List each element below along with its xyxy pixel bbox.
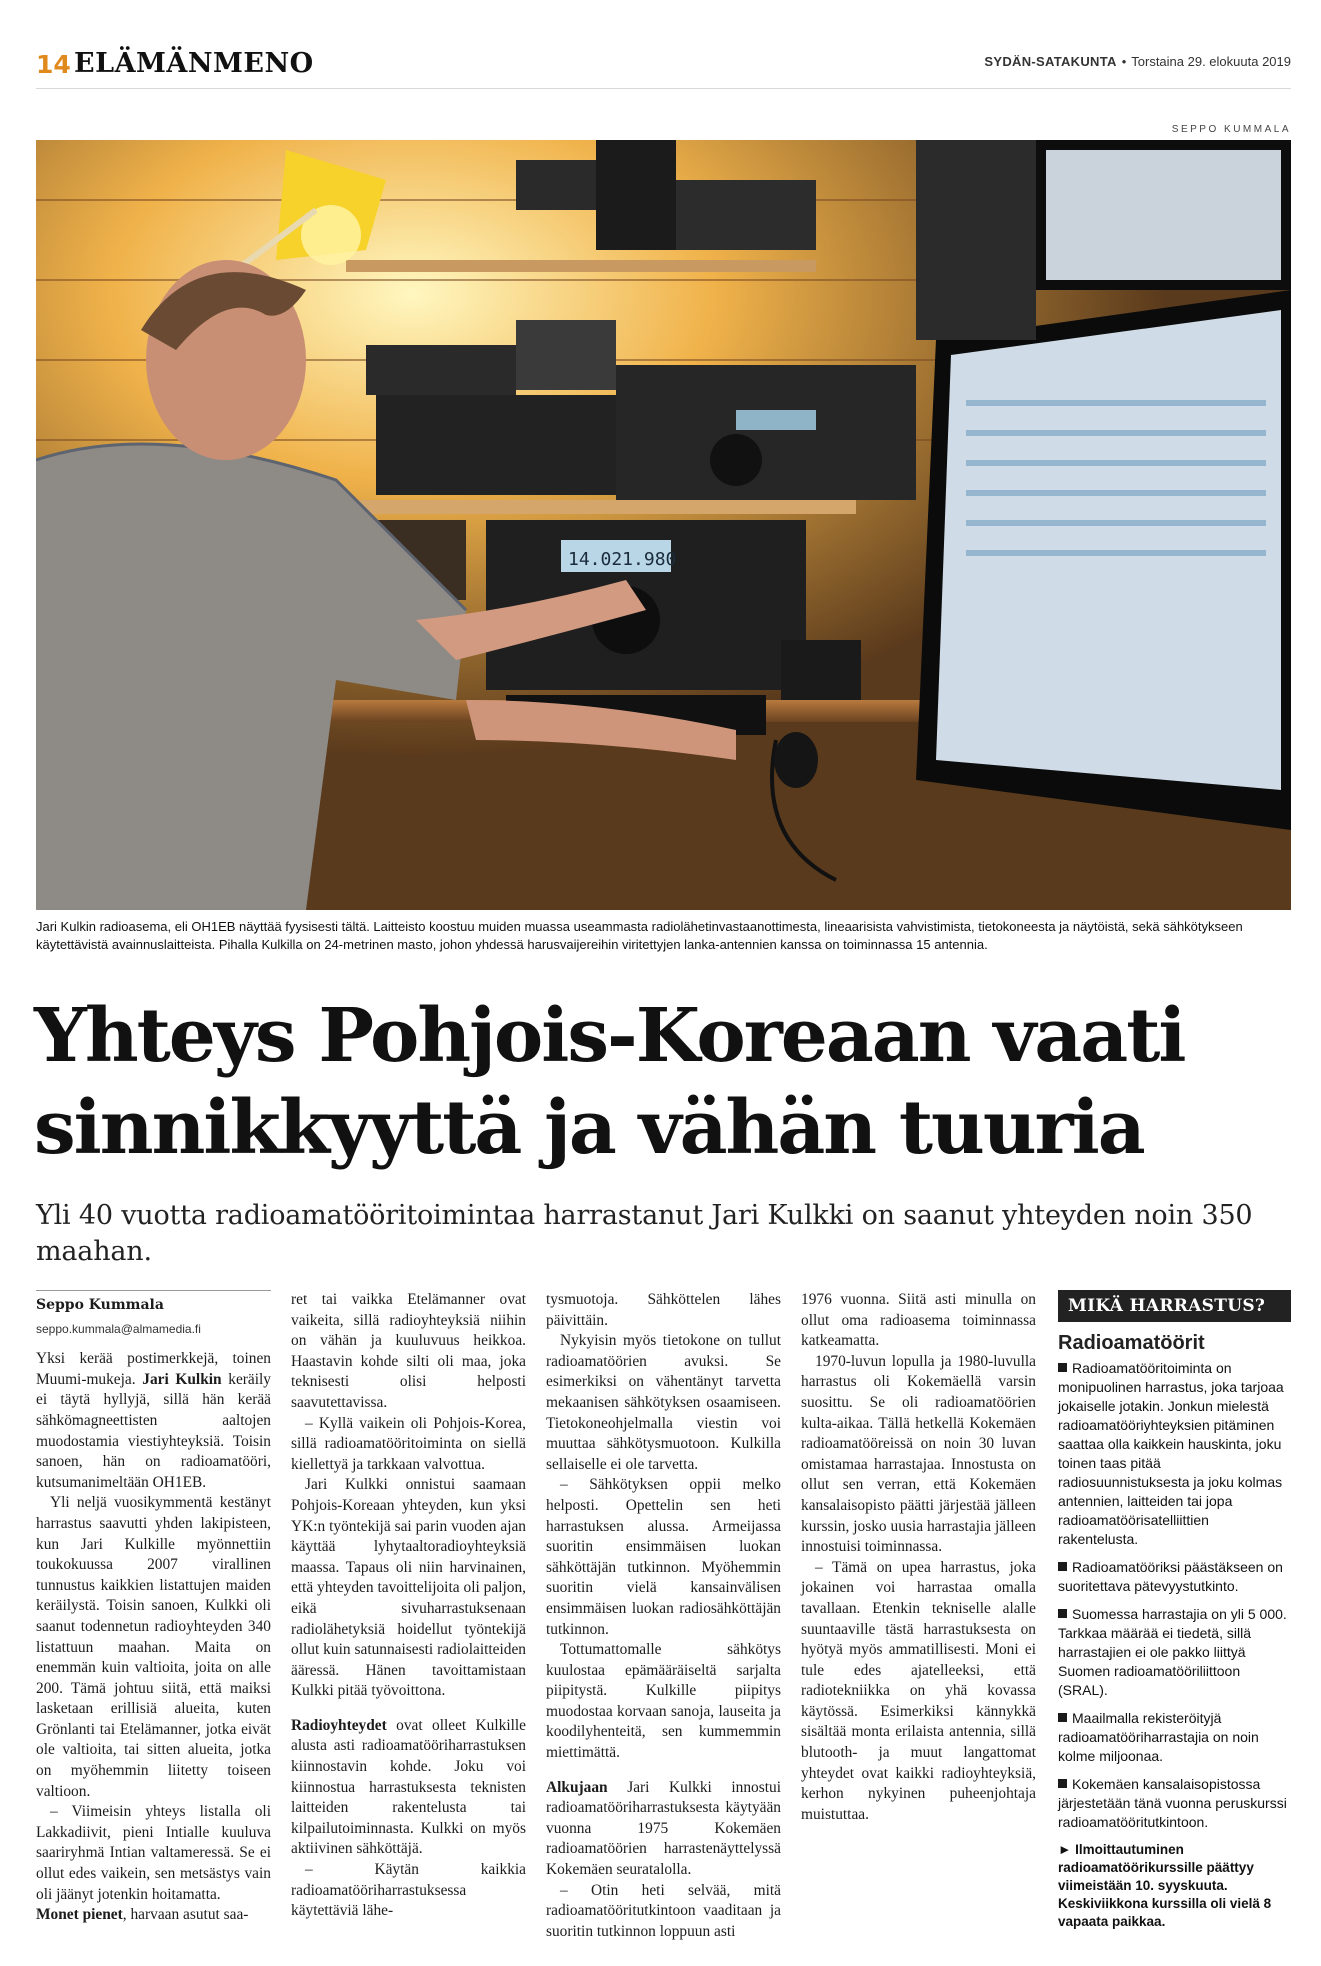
paragraph: Jari Kulkki onnistui saamaan Pohjois-Koreaan yhteyden, kun yksi YK:n työntekijä sai parin vuoden ajan käyttää lyhytaaltoradioyhteyksiä maassa. Tapaus oli niin harvinainen, että yhteyden tavoittelijoita oli paljon, eikä sivuharrastuksenaan radiolähetyksiä hoidellut työntekijä ollut kuin satunnaisesti radiolaitteiden ääressä. Hänen tavoittamistaan Kulkki pitää työvoittona. <box>291 1476 526 1700</box>
factbox-item <box>1058 1359 1291 1549</box>
factbox-item-text: Radioamatööritoiminta on monipuolinen harrastus, joka tarjoaa jokaiselle jotakin. Jonkun mielestä radioamatööriyhteyksien pitäminen saattaa olla kaikkein hauskinta, joku toinen taas pitää radiosuunnistuksesta ja joku kolmas antennien, laitteiden tai jopa radioamatöörisatelliittien rakentelusta. <box>1058 1360 1284 1547</box>
byline-rule <box>36 1290 271 1291</box>
factbox <box>1058 1290 1291 1931</box>
tuner-unit <box>516 160 596 210</box>
factbox-footer-text: Ilmoittautuminen radioamatöörikurssille päättyy viimeistään 10. syyskuuta. Keskiviikkona kurssilla oli vielä 8 vapaata paikkaa. <box>1058 1842 1272 1929</box>
bullet-square-icon <box>1058 1363 1067 1372</box>
text-run: keräily ei täytä hyllyjä, sillä hän kerää sähkömagneettisten aaltojen muodostamia viestiyhteyksiä. Toisin sanoen, hän on radioamatööri, kutsumanimeltään OH1EB. <box>36 1370 271 1491</box>
arrow-right-icon: ► <box>1058 1842 1072 1857</box>
article-column-4 <box>801 1290 1036 1825</box>
bullet-square-icon <box>1058 1609 1067 1618</box>
article-column-1 <box>36 1290 271 1926</box>
paragraph: ret tai vaikka Etelämanner ovat vaikeita, sillä radioyhteyksiä niihin on vähän ja kuuluvuus heikkoa. Haastavin kohde silti oli maa, joka teknisesti olisi helposti saavutettavissa. <box>291 1291 526 1411</box>
page-number: 14 <box>36 50 71 79</box>
bullet-square-icon <box>1058 1713 1067 1722</box>
paper-name: SYDÄN-SATAKUNTA <box>984 54 1117 69</box>
byline-name: Seppo Kummala <box>36 1297 164 1313</box>
factbox-item <box>1058 1709 1291 1766</box>
photo-caption: Jari Kulkin radioasema, eli OH1EB näyttää fyysisesti tältä. Laitteisto koostuu muiden muassa useammasta radiolähetinvastaanottimesta, lineaarisista vahvistimista, tietokoneesta ja näytöistä, sekä sähkötykseen käytettävistä avainnuslaitteista. Pihalla Kulkilla on 24-metrinen masto, johon yhdessä harusvaijereihin viritettyjen lanka-antennien kanssa on toiminnassa 15 antennia. <box>36 919 1243 952</box>
paragraph: – Tämä on upea harrastus, joka jokainen voi harrastaa omalla tavallaan. Etenkin tekniselle alalle suuntaaville tästä harrastuksesta on hyötyä myös ammatillisesti. Moni ei tule edes ajatelleeksi, että radiotekniikka on yhä kovassa käytössä. Esimerkiksi kännykkä sisältää monta erilaista antennia, sillä blutooth- ja muut langattomat yhteydet ovat kaikki radioyhteyksiä, kerhon nykyinen puheenjohtaja muistuttaa. <box>801 1558 1036 1823</box>
bullet-square-icon <box>1058 1562 1067 1571</box>
factbox-item <box>1058 1775 1291 1832</box>
speaker-box <box>596 140 676 250</box>
display-2 <box>736 410 816 430</box>
text-run: , harvaan asutut saa- <box>122 1906 249 1924</box>
paragraph: – Kyllä vaikein oli Pohjois-Korea, sillä radioamatööritoiminta on siellä kiellettyä ja tarkkaan valvottua. <box>291 1414 526 1473</box>
vfo-knob-2 <box>710 434 762 486</box>
paragraph: 1970-luvun lopulla ja 1980-luvulla harrastus oli Kokemäellä varsin suosittu. Se oli radioamatöörien kulta-aikaa. Tällä hetkellä Kokemäen radioamatööreissä on noin 30 luvan omistamaa harrastajaa. Innostusta on ollut sen verran, että Kokemäen kansalaisopisto päätti järjestää jälleen kurssin, josko uusia harrastajia jälleen innostuisi toiminnassa. <box>801 1352 1036 1556</box>
paragraph: 1976 vuonna. Siitä asti minulla on ollut oma radioasema toiminnassa katkeamatta. <box>801 1291 1036 1350</box>
standfirst: Yli 40 vuotta radioamatööritoimintaa harrastanut Jari Kulkki on saanut yhteyden noin 350 maahan. <box>36 1200 1253 1267</box>
mobile-radio <box>781 640 861 700</box>
article-photo <box>36 140 1291 910</box>
separator: • <box>1121 54 1127 69</box>
factbox-item-text: Suomessa harrastajia on yli 5 000. Tarkkaa määrää ei tiedetä, sillä harrastajien ei ole pakko liittyä Suomen radioamatööriliittoon (SRAL). <box>1058 1606 1287 1698</box>
factbox-title: Radioamatöörit <box>1058 1332 1205 1354</box>
swr-meter <box>516 320 616 390</box>
page-header <box>36 40 1291 89</box>
frequency-readout: 14.021.980 <box>568 549 677 570</box>
paragraph: – Sähkötyksen oppii melko helposti. Opettelin sen heti harrastuksen alussa. Armeijassa suoritin ensimmäisen luokan sähköttäjän tutkinnon. Myöhemmin suoritin vielä kansainvälisen ensimmäisen luokan radiosähköttäjän tutkinnon. <box>546 1476 781 1638</box>
upper-monitor-screen <box>1046 150 1281 280</box>
paragraph: – Viimeisin yhteys listalla oli Lakkadiivit, pieni Intialle kuuluva saariryhmä Intian valtameressä. Se ei ollut edes vaikein, sen metsästys vain oli jäänyt jotenkin hoitamatta. <box>36 1803 271 1903</box>
bullet-square-icon <box>1058 1779 1067 1788</box>
paragraph: – Käytän kaikkia radioamatööriharrastuksessa käytettäviä lähe- <box>291 1861 526 1920</box>
amplifier-unit <box>676 180 816 250</box>
article-column-2 <box>291 1290 526 1922</box>
paragraph <box>291 1716 526 1860</box>
lead-in: Radioyhteydet <box>291 1716 387 1734</box>
factbox-item-text: Maailmalla rekisteröityjä radioamatööriharrastajia on noin kolme miljoonaa. <box>1058 1710 1259 1764</box>
issue-date: Torstaina 29. elokuuta 2019 <box>1131 54 1291 69</box>
paragraph <box>546 1778 781 1881</box>
transceiver-2 <box>616 365 916 500</box>
photo-credit: SEPPO KUMMALA <box>1171 124 1291 135</box>
paragraph: Nykyisin myös tietokone on tullut radioamatöörien avuksi. Se esimerkiksi on vähentänyt tarvetta mekaanisen sähkötyksen osaamiseen. Tietokoneohjelmalla viestin voi muuttaa sähkötysmuotoon. Kulkilla sellaiselle ei ole tarvetta. <box>546 1332 781 1473</box>
headline-line-2: sinnikkyyttä ja vähän tuuria <box>34 1085 1144 1171</box>
paragraph: Yli neljä vuosikymmentä kestänyt harrastus saavutti yhden lakipisteen, kun Jari Kulkille myönnettiin toukokuussa 2007 virallinen tunnustus kaikkien listattujen maiden keräilystä. Toisin sanoen, Kulkki oli saanut todennetun radioyhteyden 340 listattuun maahan. Maita on enemmän kuin valtioita, joita on alle 200. Tämä johtuu siitä, että maiksi lasketaan erillisiä alueita, kuten Grönlanti tai Etelämanner, jotka eivät ole valtioita, tai sitten alueita, jotka on myöhemmin liitetty toiseen valtioon. <box>36 1494 271 1800</box>
paragraph: tysmuotoja. Sähköttelen lähes päivittäin. <box>546 1291 781 1329</box>
factbox-item <box>1058 1558 1291 1596</box>
text-run: Yksi kerää postimerkkejä, toinen Muumi-mukeja. <box>36 1350 271 1388</box>
meter-unit <box>366 345 516 395</box>
headline <box>34 990 1294 1174</box>
text-run: ovat olleet Kulkille alusta asti radioamatööriharrastuksen kiinnostavin kohde. Joku voi kiinnostua harrastuksesta teknisten laitteiden rakentelusta tai kilpailutoiminnasta. Kulkki on myös aktiivinen sähköttäjä. <box>291 1716 526 1858</box>
lead-in: Alkujaan <box>546 1778 608 1796</box>
article-column-3 <box>546 1290 781 1942</box>
factbox-heading: MIKÄ HARRASTUS? <box>1058 1290 1291 1322</box>
factbox-footer <box>1058 1841 1291 1931</box>
headline-line-1: Yhteys Pohjois-Koreaan vaati <box>34 993 1185 1079</box>
lead-in: Monet pienet <box>36 1906 123 1924</box>
masthead <box>984 54 1291 69</box>
section-title: ELÄMÄNMENO <box>74 48 314 79</box>
factbox-item-text: Kokemäen kansalaisopistossa järjestetään tänä vuonna peruskurssi radioamatööritutkintoon. <box>1058 1776 1287 1830</box>
middle-shelf <box>336 500 856 514</box>
wall-poster <box>916 140 1036 340</box>
byline-email: seppo.kummala@almamedia.fi <box>36 1321 201 1336</box>
factbox-item-text: Radioamatööriksi päästäkseen on suoritettava pätevyystutkinto. <box>1058 1559 1283 1594</box>
bold-name: Jari Kulkin <box>142 1370 222 1388</box>
factbox-item <box>1058 1605 1291 1700</box>
hand-microphone <box>774 732 818 788</box>
upper-shelf <box>346 260 816 272</box>
paragraph <box>36 1905 271 1926</box>
paragraph <box>36 1349 271 1493</box>
radio-station-illustration <box>36 140 1291 910</box>
transceiver-1 <box>376 395 626 495</box>
paragraph: – Otin heti selvää, mitä radioamatööritutkintoon vaaditaan ja suoritin tutkinnon loppuun asti <box>546 1881 781 1940</box>
text-run: Jari Kulkki innostui radioamatööriharrastuksesta käytyään vuonna 1975 Kokemäen radioamatöörien harrastenäyttelyssä Kokemäen seuratalolla. <box>546 1778 781 1879</box>
paragraph: Tottumattomalle sähkötys kuulostaa epämääräiseltä sarjalta piipitystä. Kulkille piipitys muodostaa korvaan sanoja, lauseita ja koodilyhenteitä, sen kummemmin miettimättä. <box>546 1641 781 1762</box>
